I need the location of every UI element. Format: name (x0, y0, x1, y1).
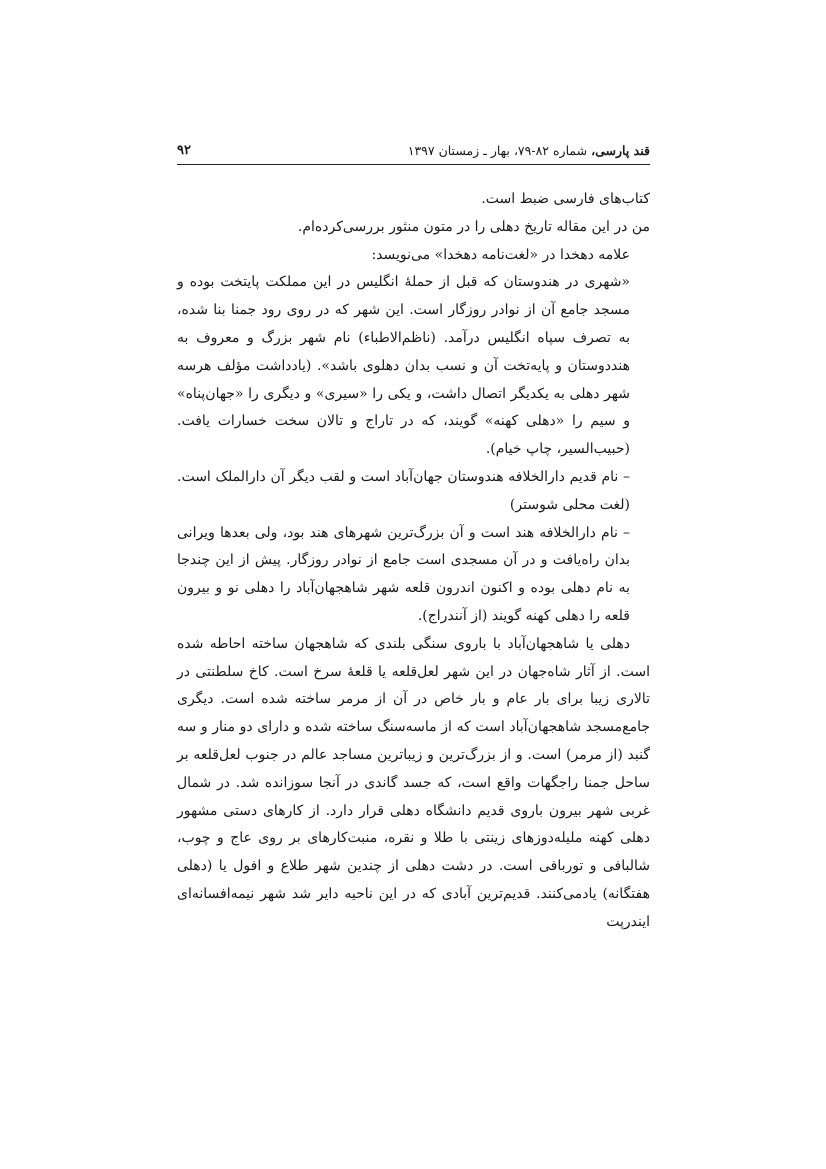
quote-block-2: – نام قدیم دارالخلافه هندوستان جهان‌آباد است و لقب دیگر آن دارالملک است.(لغت محلی شوستر) (177, 468, 630, 513)
issue-info: شماره ۸۲-۷۹، بهار ـ زمستان ۱۳۹۷ (407, 143, 592, 158)
main-paragraph: دهلی یا شاهجهان‌آباد با باروی سنگی بلندی که شاهجهان ساخته احاطه شده است. از آثار شاه‌جهان در این شهر لعل‌قلعه یا قلعهٔ سرخ است. کاخ سلطنتی در تالاری زیبا برای بار عام و بار خاص در آن از مرمر ساخته شده است. دیگری جامع‌مسجد شاهجهان‌آباد است که از ماسه‌سنگ ساخته شده و دارای دو منار و سه گنبد (از مرمر) است. و از بزرگ‌ترین و زیباترین مساجد عالم در جنوب لعل‌قلعه بر ساحل جمنا راجگهات واقع است، که جسد گاندی در آنجا سوزانده شد. در شمال غربی شهر بیرون باروی قدیم دانشگاه دهلی قرار دارد. از کارهای دستی مشهور دهلی کهنه ملیله‌دوزهای زینتی با طلا و نقره، منبت‌کارهای بر روی عاج و چوب، شالبافی و توربافی است. در دشت دهلی از چندین شهر طلاع و افول یا (دهلی هفتگانه) یادمی‌کنند. قدیم‌ترین آبادی که در این ناحیه دایر شد شهر نیمه‌افسانه‌ای ایندرپت (177, 635, 650, 930)
body-line-3: علامه دهخدا در «لغت‌نامه دهخدا» می‌نویسد: (371, 246, 630, 263)
running-header (177, 142, 650, 165)
page-number: ۹۲ (177, 143, 191, 158)
running-title (408, 142, 650, 160)
journal-name: قند پارسی، (591, 143, 650, 158)
body-line-2: من در این مقاله تاریخ دهلی را در متون منثور بررسی‌کرده‌ام. (297, 218, 650, 235)
quote-block-3: – نام دارالخلافه هند است و آن بزرگ‌ترین شهرهای هند بود، ولی بعدها ویرانی بدان راه‌یافت و در آن مسجدی است جامع از نوادر روزگار. پیش از این چندجا به نام دهلی بوده و اکنون اندرون قلعه شهر شاهجهان‌آباد را دهلی نو و بیرون قلعه را دهلی کهنه گویند (از آنندراج). (177, 524, 630, 624)
quote-block-1: «شهری در هندوستان که قبل از حملهٔ انگلیس در این مملکت پایتخت بوده و مسجد جامع آن از نوادر روزگار است. این شهر که در روی رود جمنا بنا شده، به تصرف سپاه انگلیس درآمد. (ناظم‌الاطباء) نام شهر بزرگ و معروف به هنددوستان و پایه‌تخت آن و نسب بدان دهلوی باشد». (یادداشت مؤلف هرسه شهر دهلی به یکدیگر اتصال داشت، و یکی را «سیری» و دیگری را «جهان‌پناه» و سیم را «دهلی کهنه» گویند، که در تاراج و تالان سخت خسارات یافت. (حبیب‌السیر، چاپ خیام). (177, 274, 630, 458)
body-line-1: کتاب‌های فارسی ضبط است. (481, 191, 650, 207)
body-text (177, 186, 650, 937)
